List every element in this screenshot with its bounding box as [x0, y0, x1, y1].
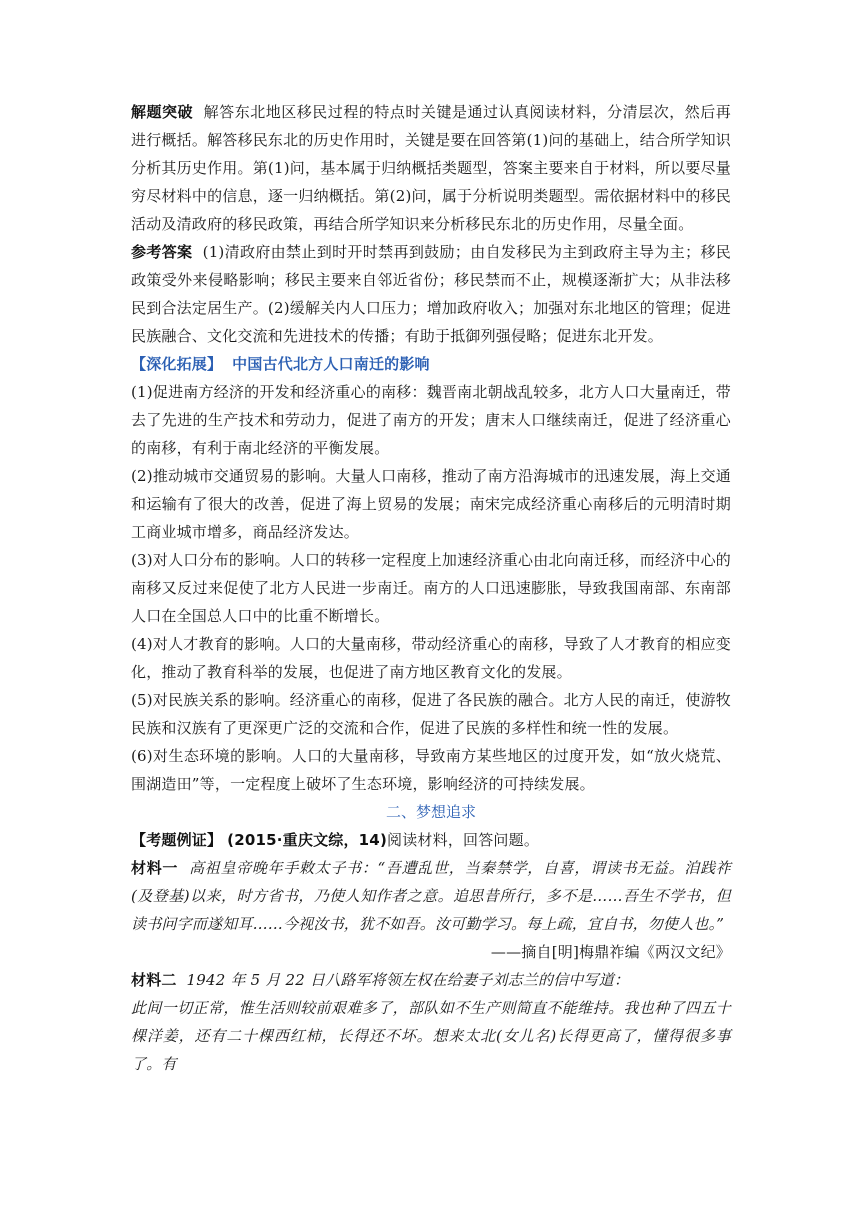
material2-label: 材料二: [131, 971, 177, 989]
extension-item-2: (2)推动城市交通贸易的影响。大量人口南移，推动了南方沿海城市的迅速发展，海上交通和运输有了很大的改善，促进了海上贸易的发展；南宋完成经济重心南移后的元明清时期工商业城市增多，商品经济发达。: [131, 467, 731, 541]
answer-label: 参考答案: [131, 243, 193, 261]
material2-text: 此间一切正常，惟生活则较前艰难多了，部队如不生产则简直不能维持。我也种了四五十棵洋姜，还有二十棵西红柿，长得还不坏。想来太北(女儿名)长得更高了，懂得很多事了。有: [131, 999, 731, 1073]
extension-item-6: (6)对生态环境的影响。人口的大量南移，导致南方某些地区的过度开发，如“放火烧荒、围湖造田”等，一定程度上破坏了生态环境，影响经济的可持续发展。: [131, 747, 731, 793]
solution-paragraph: [131, 98, 731, 238]
material1-cite: ——摘自[明]梅鼎祚编《两汉文纪》: [490, 943, 731, 961]
material1-text: 高祖皇帝晚年手敕太子书：“吾遭乱世，当秦禁学，自喜，谓读书无益。洎践祚(及登基)以来，时方省书，乃使人知作者之意。追思昔所行，多不是……吾生不学书，但读书问字而遂知耳……今视汝书，犹不如吾。汝可勤学习。每上疏，宜自书，勿使人也。”: [131, 859, 731, 933]
extension-item-4: (4)对人才教育的影响。人口的大量南移，带动经济重心的南移，导致了人才教育的相应变化，推动了教育科举的发展，也促进了南方地区教育文化的发展。: [131, 635, 731, 681]
solution-text: 解答东北地区移民过程的特点时关键是通过认真阅读材料，分清层次，然后再进行概括。解答移民东北的历史作用时，关键是要在回答第(1)问的基础上，结合所学知识分析其历史作用。第(1)问，基本属于归纳概括类题型，答案主要来自于材料，所以要尽量穷尽材料中的信息，逐一归纳概括。第(2)问，属于分析说明类题型。需依据材料中的移民活动及清政府的移民政策，再结合所学知识来分析移民东北的历史作用，尽量全面。: [131, 103, 731, 233]
example-paragraph: [131, 826, 731, 854]
answer-text: (1)清政府由禁止到时开时禁再到鼓励；由自发移民为主到政府主导为主；移民政策受外来侵略影响；移民主要来自邻近省份；移民禁而不止，规模逐渐扩大；从非法移民到合法定居生产。(2)缓解关内人口压力；增加政府收入；加强对东北地区的管理；促进民族融合、文化交流和先进技术的传播；有助于抵御列强侵略；促进东北开发。: [131, 243, 731, 345]
material2-intro: 1942 年 5 月 22 日八路军将领左权在给妻子刘志兰的信中写道：: [186, 971, 630, 989]
example-source: (2015·重庆文综，14): [227, 831, 388, 849]
section-title: 二、梦想追求: [385, 803, 476, 821]
material1-paragraph: [131, 854, 731, 938]
extension-item-1: (1)促进南方经济的开发和经济重心的南移：魏晋南北朝战乱较多，北方人口大量南迁，带去了先进的生产技术和劳动力，促进了南方的开发；唐末人口继续南迁，促进了经济重心的南移，有利于南北经济的平衡发展。: [131, 383, 731, 457]
material1-label: 材料一: [131, 859, 179, 877]
example-tag: 【考题例证】: [131, 831, 223, 849]
extension-heading: [131, 350, 731, 378]
solution-label: 解题突破: [131, 103, 194, 121]
material2-paragraph: [131, 966, 731, 994]
answer-paragraph: [131, 238, 731, 350]
extension-item-3: (3)对人口分布的影响。人口的转移一定程度上加速经济重心由北向南迁移，而经济中心的南移又反过来促使了北方人民进一步南迁。南方的人口迅速膨胀，导致我国南部、东南部人口在全国总人口中的比重不断增长。: [131, 551, 731, 625]
extension-item-5: (5)对民族关系的影响。经济重心的南移，促进了各民族的融合。北方人民的南迁，使游牧民族和汉族有了更深更广泛的交流和合作，促进了民族的多样性和统一性的发展。: [131, 691, 731, 737]
extension-title: 中国古代北方人口南迁的影响: [232, 355, 430, 373]
extension-tag: 【深化拓展】: [131, 355, 223, 373]
example-prompt: 阅读材料，回答问题。: [387, 831, 540, 849]
document-page: [131, 98, 731, 1078]
